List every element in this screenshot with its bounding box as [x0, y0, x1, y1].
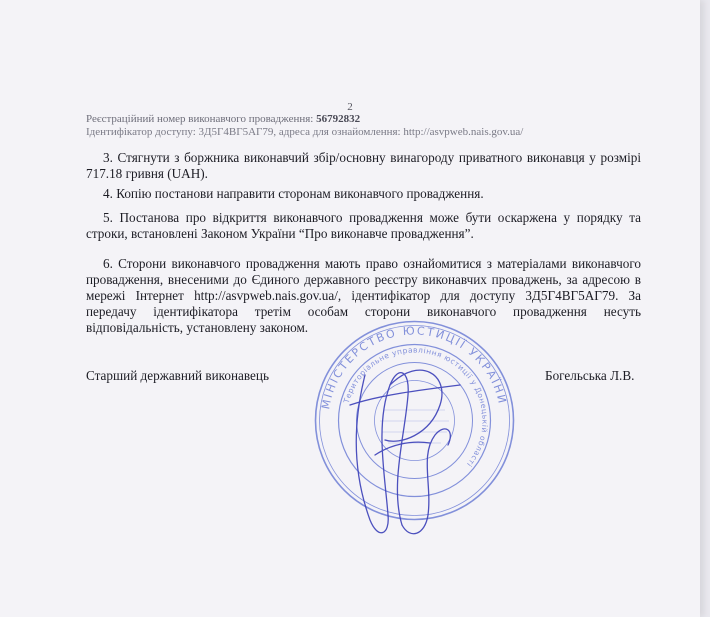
- paragraph-3: 3. Стягнути з боржника виконавчий збір/основну винагороду приватного виконавця у розмірі 717.18 гривня (UAH).: [86, 150, 641, 181]
- registration-line: [86, 113, 360, 125]
- access-id-line: Ідентифікатор доступу: 3Д5Г4ВГ5АГ79, адреса для ознайомлення: http://asvpweb.nais.gov.ua/: [86, 126, 524, 138]
- registration-number: 56792832: [316, 113, 361, 125]
- handwritten-signature: [330, 345, 480, 545]
- paragraph-6: 6. Сторони виконавчого провадження мають право ознайомитися з матеріалами виконавчого провадження, внесеними до Єдиного державного реєстру виконавчих проваджень, за адресою в мережі Інтернет http://asvpweb.nais.gov.ua/, ідентифікатор для доступу 3Д5Г4ВГ5АГ79. За передачу ідентифікатора третім особам сторони виконавчого провадження несуть відповідальність, установлену законом.: [86, 256, 641, 335]
- signer-name: Богельська Л.В.: [545, 368, 635, 383]
- paragraph-5: 5. Постанова про відкриття виконавчого провадження може бути оскаржена у порядку та строки, встановлені Законом України “Про виконавче провадження”.: [86, 210, 641, 241]
- seal-inner-text: Територіальне управління юстиції у Донецькій області: [341, 345, 490, 469]
- paragraph-4: 4. Копію постанови направити сторонам виконавчого провадження.: [103, 186, 484, 201]
- seal-outer-text: МІНІСТЕРСТВО ЮСТИЦІЇ УКРАЇНИ: [319, 324, 510, 411]
- signer-position: Старший державний виконавець: [86, 368, 269, 383]
- page-number: 2: [347, 101, 353, 113]
- registration-label: Реєстраційний номер виконавчого провадження:: [86, 113, 314, 125]
